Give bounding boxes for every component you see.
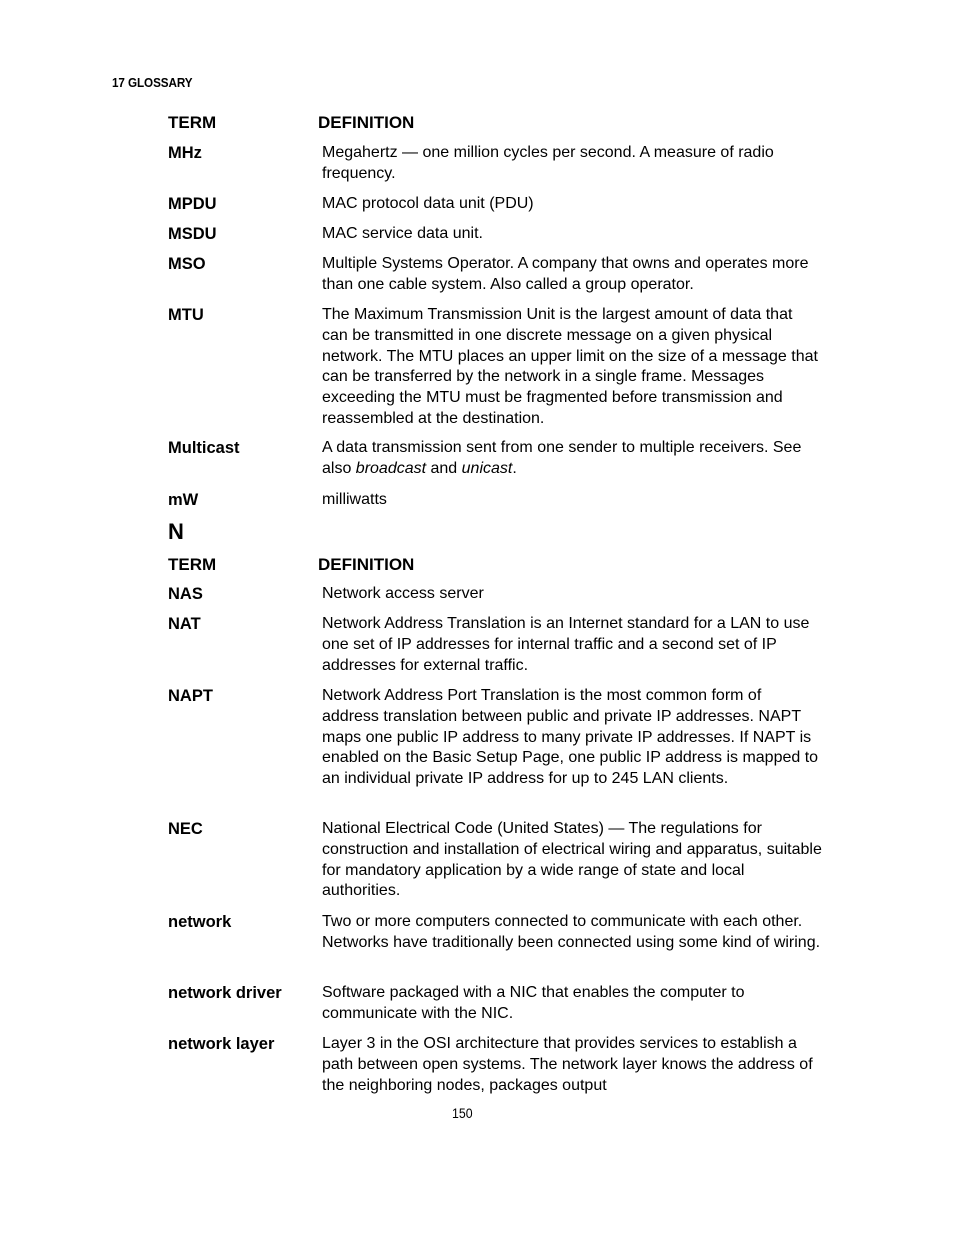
glossary-definition: Two or more computers connected to communicate with each other. Networks have traditionally been connected using some kind of wiring.	[322, 913, 821, 951]
glossary-definition: National Electrical Code (United States) — The regulations for construction and installation of electrical wiring and apparatus, suitable for mandatory application by a wide range of state and local authorities.	[322, 820, 822, 900]
glossary-term: network	[168, 913, 232, 931]
glossary-term: MHz	[168, 144, 202, 162]
glossary-definition: Network Address Port Translation is the most common form of address translation between public and private IP addresses. NAPT maps one public IP address to many private IP addresses. If NAPT is enabled on the Basic Setup Page, one public IP address is mapped to an individual private IP address for up to 245 LAN clients.	[322, 687, 819, 788]
glossary-term: NAS	[168, 585, 203, 603]
glossary-definition: The Maximum Transmission Unit is the largest amount of data that can be transmitted in one discrete message on a given physical network. The MTU places an upper limit on the size of a message that can be transferred by the network in a single frame. Messages exceeding the MTU must be fragmented before transmission and reassembled at the destination.	[322, 306, 818, 427]
definition-column-header: DEFINITION	[318, 113, 415, 132]
section-letter: N	[168, 519, 184, 544]
glossary-definition: Megahertz — one million cycles per second. A measure of radio frequency.	[322, 144, 774, 182]
glossary-term: network layer	[168, 1035, 275, 1053]
glossary-term: MSDU	[168, 225, 217, 243]
glossary-term: mW	[168, 491, 199, 509]
glossary-term: NAT	[168, 615, 201, 633]
glossary-definition: Software packaged with a NIC that enables the computer to communicate with the NIC.	[322, 984, 745, 1022]
glossary-definition: milliwatts	[322, 491, 387, 508]
glossary-term: MPDU	[168, 195, 217, 213]
glossary-definition: Network Address Translation is an Internet standard for a LAN to use one set of IP addresses for internal traffic and a second set of IP addresses for external traffic.	[322, 615, 810, 674]
glossary-term: NAPT	[168, 687, 213, 705]
glossary-definition: Multiple Systems Operator. A company that owns and operates more than one cable system. Also called a group operator.	[322, 255, 809, 293]
term-column-header: TERM	[168, 555, 217, 574]
glossary-definition: Network access server	[322, 585, 484, 602]
glossary-term: Multicast	[168, 439, 240, 457]
glossary-definition: MAC protocol data unit (PDU)	[322, 195, 534, 212]
glossary-definition: A data transmission sent from one sender to multiple receivers. See also broadcast and unicast.	[322, 439, 802, 477]
definition-column-header: DEFINITION	[318, 555, 415, 574]
glossary-term: network driver	[168, 984, 282, 1002]
glossary-definition: MAC service data unit.	[322, 225, 483, 242]
glossary-term: MTU	[168, 306, 204, 324]
glossary-term: NEC	[168, 820, 203, 838]
cross-reference: broadcast	[355, 459, 427, 477]
glossary-definition: Layer 3 in the OSI architecture that provides services to establish a path between open systems. The network layer knows the address of the neighboring nodes, packages output	[322, 1035, 813, 1094]
running-head: 17 GLOSSARY	[112, 75, 193, 90]
term-column-header: TERM	[168, 113, 217, 132]
page-number: 150	[452, 1105, 473, 1121]
glossary-term: MSO	[168, 255, 206, 273]
cross-reference: unicast	[461, 459, 513, 477]
